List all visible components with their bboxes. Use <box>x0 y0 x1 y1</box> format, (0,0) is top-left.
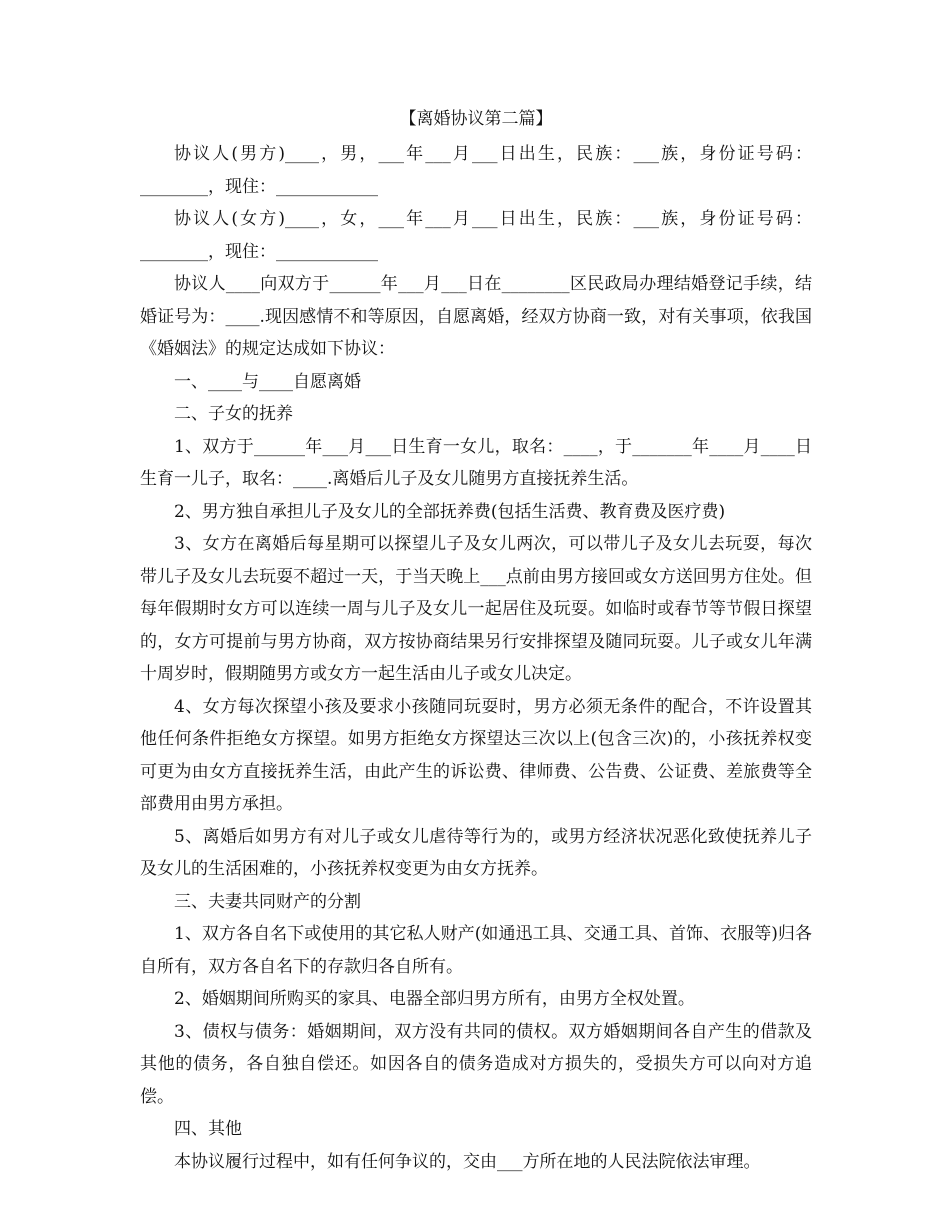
clause-visitation: 3、女方在离婚后每星期可以探望儿子及女儿两次，可以带儿子及女儿去玩耍，每次带儿子及女儿去玩耍不超过一天，于当天晚上___点前由男方接回或女方送回男方住处。但每年假期时女方可以连续一周与儿子及女儿一起居住及玩耍。如临时或春节等节假日探望的，女方可提前与男方协商，双方按协商结果另行安排探望及随同玩耍。儿子或女儿年满十周岁时，假期随男方或女方一起生活由儿子或女儿决定。 <box>140 534 812 684</box>
section-heading-property: 三、夫妻共同财产的分割 <box>174 891 361 912</box>
clause-custody-change: 5、离婚后如男方有对儿子或女儿虐待等行为的，或男方经济状况恶化致使抚养儿子及女儿的生活困难的，小孩抚养权变更为由女方抚养。 <box>140 826 812 879</box>
clause-personal-property: 1、双方各自名下或使用的其它私人财产(如通迅工具、交通工具、首饰、衣服等)归各自所有，双方各自名下的存款归各自所有。 <box>140 924 812 977</box>
clause-children-births: 1、双方于______年___月___日生育一女儿，取名：____，于_______年____月____日生育一儿子，取名：____.离婚后儿子及女儿随男方直接抚养生活。 <box>140 436 812 489</box>
paragraph-husband-info: 协议人(男方)____，男，___年___月___日出生，民族：___族，身份证号码：________，现住：____________ <box>140 144 812 197</box>
clause-dispute-resolution: 本协议履行过程中，如有任何争议的，交由___方所在地的人民法院依法审理。 <box>174 1151 761 1172</box>
clause-visitation-cooperation: 4、女方每次探望小孩及要求小孩随同玩耍时，男方必须无条件的配合，不许设置其他任何条件拒绝女方探望。如男方拒绝女方探望达三次以上(包含三次)的，小孩抚养权变可更为由女方直接抚养生活，由此产生的诉讼费、律师费、公告费、公证费、差旅费等全部费用由男方承担。 <box>140 696 812 814</box>
clause-child-support: 2、男方独自承担儿子及女儿的全部抚养费(包括生活费、教育费及医疗费) <box>174 501 726 522</box>
document-page <box>140 108 812 1178</box>
document-title: 【离婚协议第二篇】 <box>399 109 553 129</box>
section-heading-divorce: 一、____与____自愿离婚 <box>174 371 361 392</box>
paragraph-wife-info: 协议人(女方)____，女，___年___月___日出生，民族：___族，身份证号码：________，现住：____________ <box>140 209 812 262</box>
section-heading-other: 四、其他 <box>174 1119 242 1139</box>
clause-furniture: 2、婚姻期间所购买的家具、电器全部归男方所有，由男方全权处置。 <box>174 989 695 1009</box>
clause-debts: 3、债权与债务：婚姻期间，双方没有共同的债权。双方婚姻期间各自产生的借款及其他的债务，各自独自偿还。如因各自的债务造成对方损失的，受损失方可以向对方追偿。 <box>140 1021 812 1107</box>
paragraph-marriage-registration: 协议人____向双方于______年___月___日在________区民政局办理结婚登记手续，结婚证号为：____.现因感情不和等原因，自愿离婚，经双方协商一致，对有关事项，依我国《婚姻法》的规定达成如下协议： <box>140 274 812 359</box>
section-heading-child-custody: 二、子女的抚养 <box>174 404 293 424</box>
